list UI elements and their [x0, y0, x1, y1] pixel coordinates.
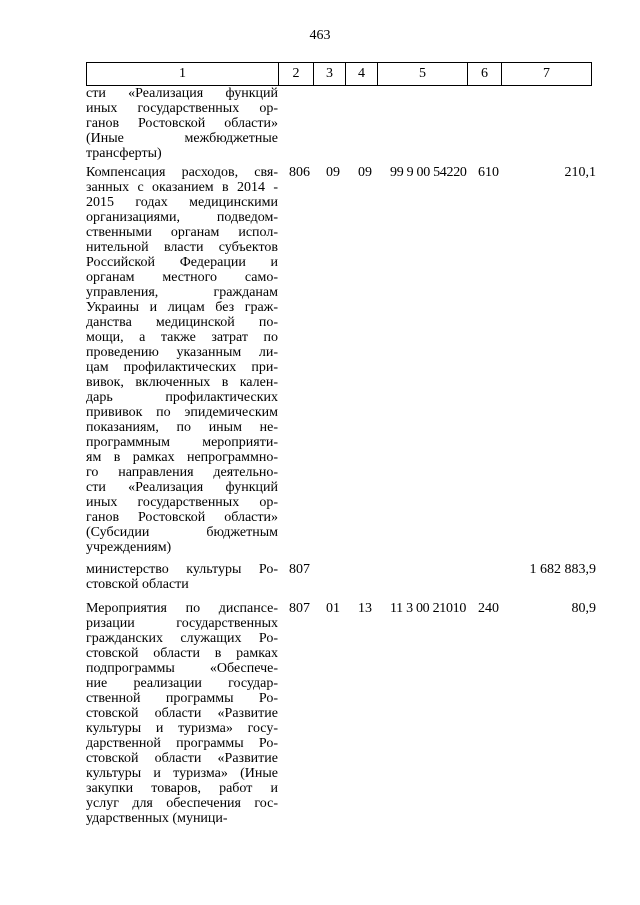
- column-header-5: 5: [378, 63, 468, 86]
- description-line: ственными органам испол-: [86, 225, 278, 240]
- table-row: [86, 86, 606, 165]
- cell-target-article: 11 3 00 21010: [390, 601, 467, 616]
- description-line: министерство культуры Ро-: [86, 562, 278, 577]
- description-line: закупки товаров, работ и: [86, 781, 278, 796]
- column-header-3: 3: [314, 63, 346, 86]
- description-line: сти «Реализация функций: [86, 480, 278, 495]
- description-line: дарь профилактических: [86, 390, 278, 405]
- column-header-table: [86, 62, 592, 86]
- description-line: ганов Ростовской области»: [86, 116, 278, 131]
- table-row: [86, 562, 606, 601]
- description-line: дарственной программы Ро-: [86, 736, 278, 751]
- description-line: иных государственных ор-: [86, 101, 278, 116]
- cell-expense-type: 610: [478, 165, 499, 180]
- column-header-row: [87, 63, 592, 86]
- column-header-7: 7: [502, 63, 592, 86]
- description-line: иных государственных ор-: [86, 495, 278, 510]
- description-line: вивок, включенных в кален-: [86, 375, 278, 390]
- description-line: цам профилактических при-: [86, 360, 278, 375]
- cell-section: 09: [326, 165, 340, 180]
- description-line: нительной власти субъектов: [86, 240, 278, 255]
- description-line: (Иные межбюджетные: [86, 131, 278, 146]
- cell-ministry-code: 807: [289, 601, 310, 616]
- row-description: [86, 86, 278, 161]
- cell-subsection: 09: [358, 165, 372, 180]
- description-line: Украины и лицам без граж-: [86, 300, 278, 315]
- column-header-2: 2: [279, 63, 314, 86]
- cell-subsection: 13: [358, 601, 372, 616]
- cell-expense-type: 240: [478, 601, 499, 616]
- description-line: сти «Реализация функций: [86, 86, 278, 101]
- cell-amount: 210,1: [564, 165, 596, 180]
- description-line: органам местного само-: [86, 270, 278, 285]
- description-line: Компенсация расходов, свя-: [86, 165, 278, 180]
- cell-target-article: 99 9 00 54220: [390, 165, 467, 180]
- description-line: Мероприятия по диспансе-: [86, 601, 278, 616]
- description-line: культуры и туризма» (Иные: [86, 766, 278, 781]
- description-line: стовской области «Развитие: [86, 706, 278, 721]
- description-line: показаниям, по иным не-: [86, 420, 278, 435]
- description-line: программным мероприяти-: [86, 435, 278, 450]
- description-line: занных с оказанием в 2014 -: [86, 180, 278, 195]
- cell-amount: 1 682 883,9: [529, 562, 596, 577]
- page-number: 463: [309, 28, 331, 43]
- cell-ministry-code: 807: [289, 562, 310, 577]
- description-line: подпрограммы «Обеспече-: [86, 661, 278, 676]
- row-description: [86, 165, 278, 555]
- column-header-1: 1: [87, 63, 279, 86]
- cell-ministry-code: 806: [289, 165, 310, 180]
- description-line: ям в рамках непрограммно-: [86, 450, 278, 465]
- description-line: данства медицинской по-: [86, 315, 278, 330]
- description-line: го направления деятельно-: [86, 465, 278, 480]
- description-line: ганов Ростовской области»: [86, 510, 278, 525]
- description-line: культуры и туризма» госу-: [86, 721, 278, 736]
- description-line: гражданских служащих Ро-: [86, 631, 278, 646]
- description-line: стовской области «Развитие: [86, 751, 278, 766]
- table-row: [86, 601, 606, 831]
- description-line: проведению указанным ли-: [86, 345, 278, 360]
- description-line: стовской области: [86, 577, 189, 592]
- description-line: прививок по эпидемическим: [86, 405, 278, 420]
- description-line: стовской области в рамках: [86, 646, 278, 661]
- description-line: организациями, подведом-: [86, 210, 278, 225]
- table-body: [86, 86, 606, 831]
- column-header-6: 6: [468, 63, 502, 86]
- description-line: управления, гражданам: [86, 285, 278, 300]
- description-line: ственной программы Ро-: [86, 691, 278, 706]
- description-line: услуг для обеспечения гос-: [86, 796, 278, 811]
- row-description: [86, 562, 278, 592]
- cell-amount: 80,9: [571, 601, 596, 616]
- description-line: ние реализации государ-: [86, 676, 278, 691]
- description-line: учреждениям): [86, 540, 172, 555]
- description-line: ризации государственных: [86, 616, 278, 631]
- row-description: [86, 601, 278, 826]
- description-line: (Субсидии бюджетным: [86, 525, 278, 540]
- description-line: Российской Федерации и: [86, 255, 278, 270]
- column-header-4: 4: [346, 63, 378, 86]
- description-line: трансферты): [86, 146, 162, 161]
- description-line: мощи, а также затрат по: [86, 330, 278, 345]
- table-row: [86, 165, 606, 562]
- description-line: ударственных (муници-: [86, 811, 228, 826]
- description-line: 2015 годах медицинскими: [86, 195, 278, 210]
- cell-section: 01: [326, 601, 340, 616]
